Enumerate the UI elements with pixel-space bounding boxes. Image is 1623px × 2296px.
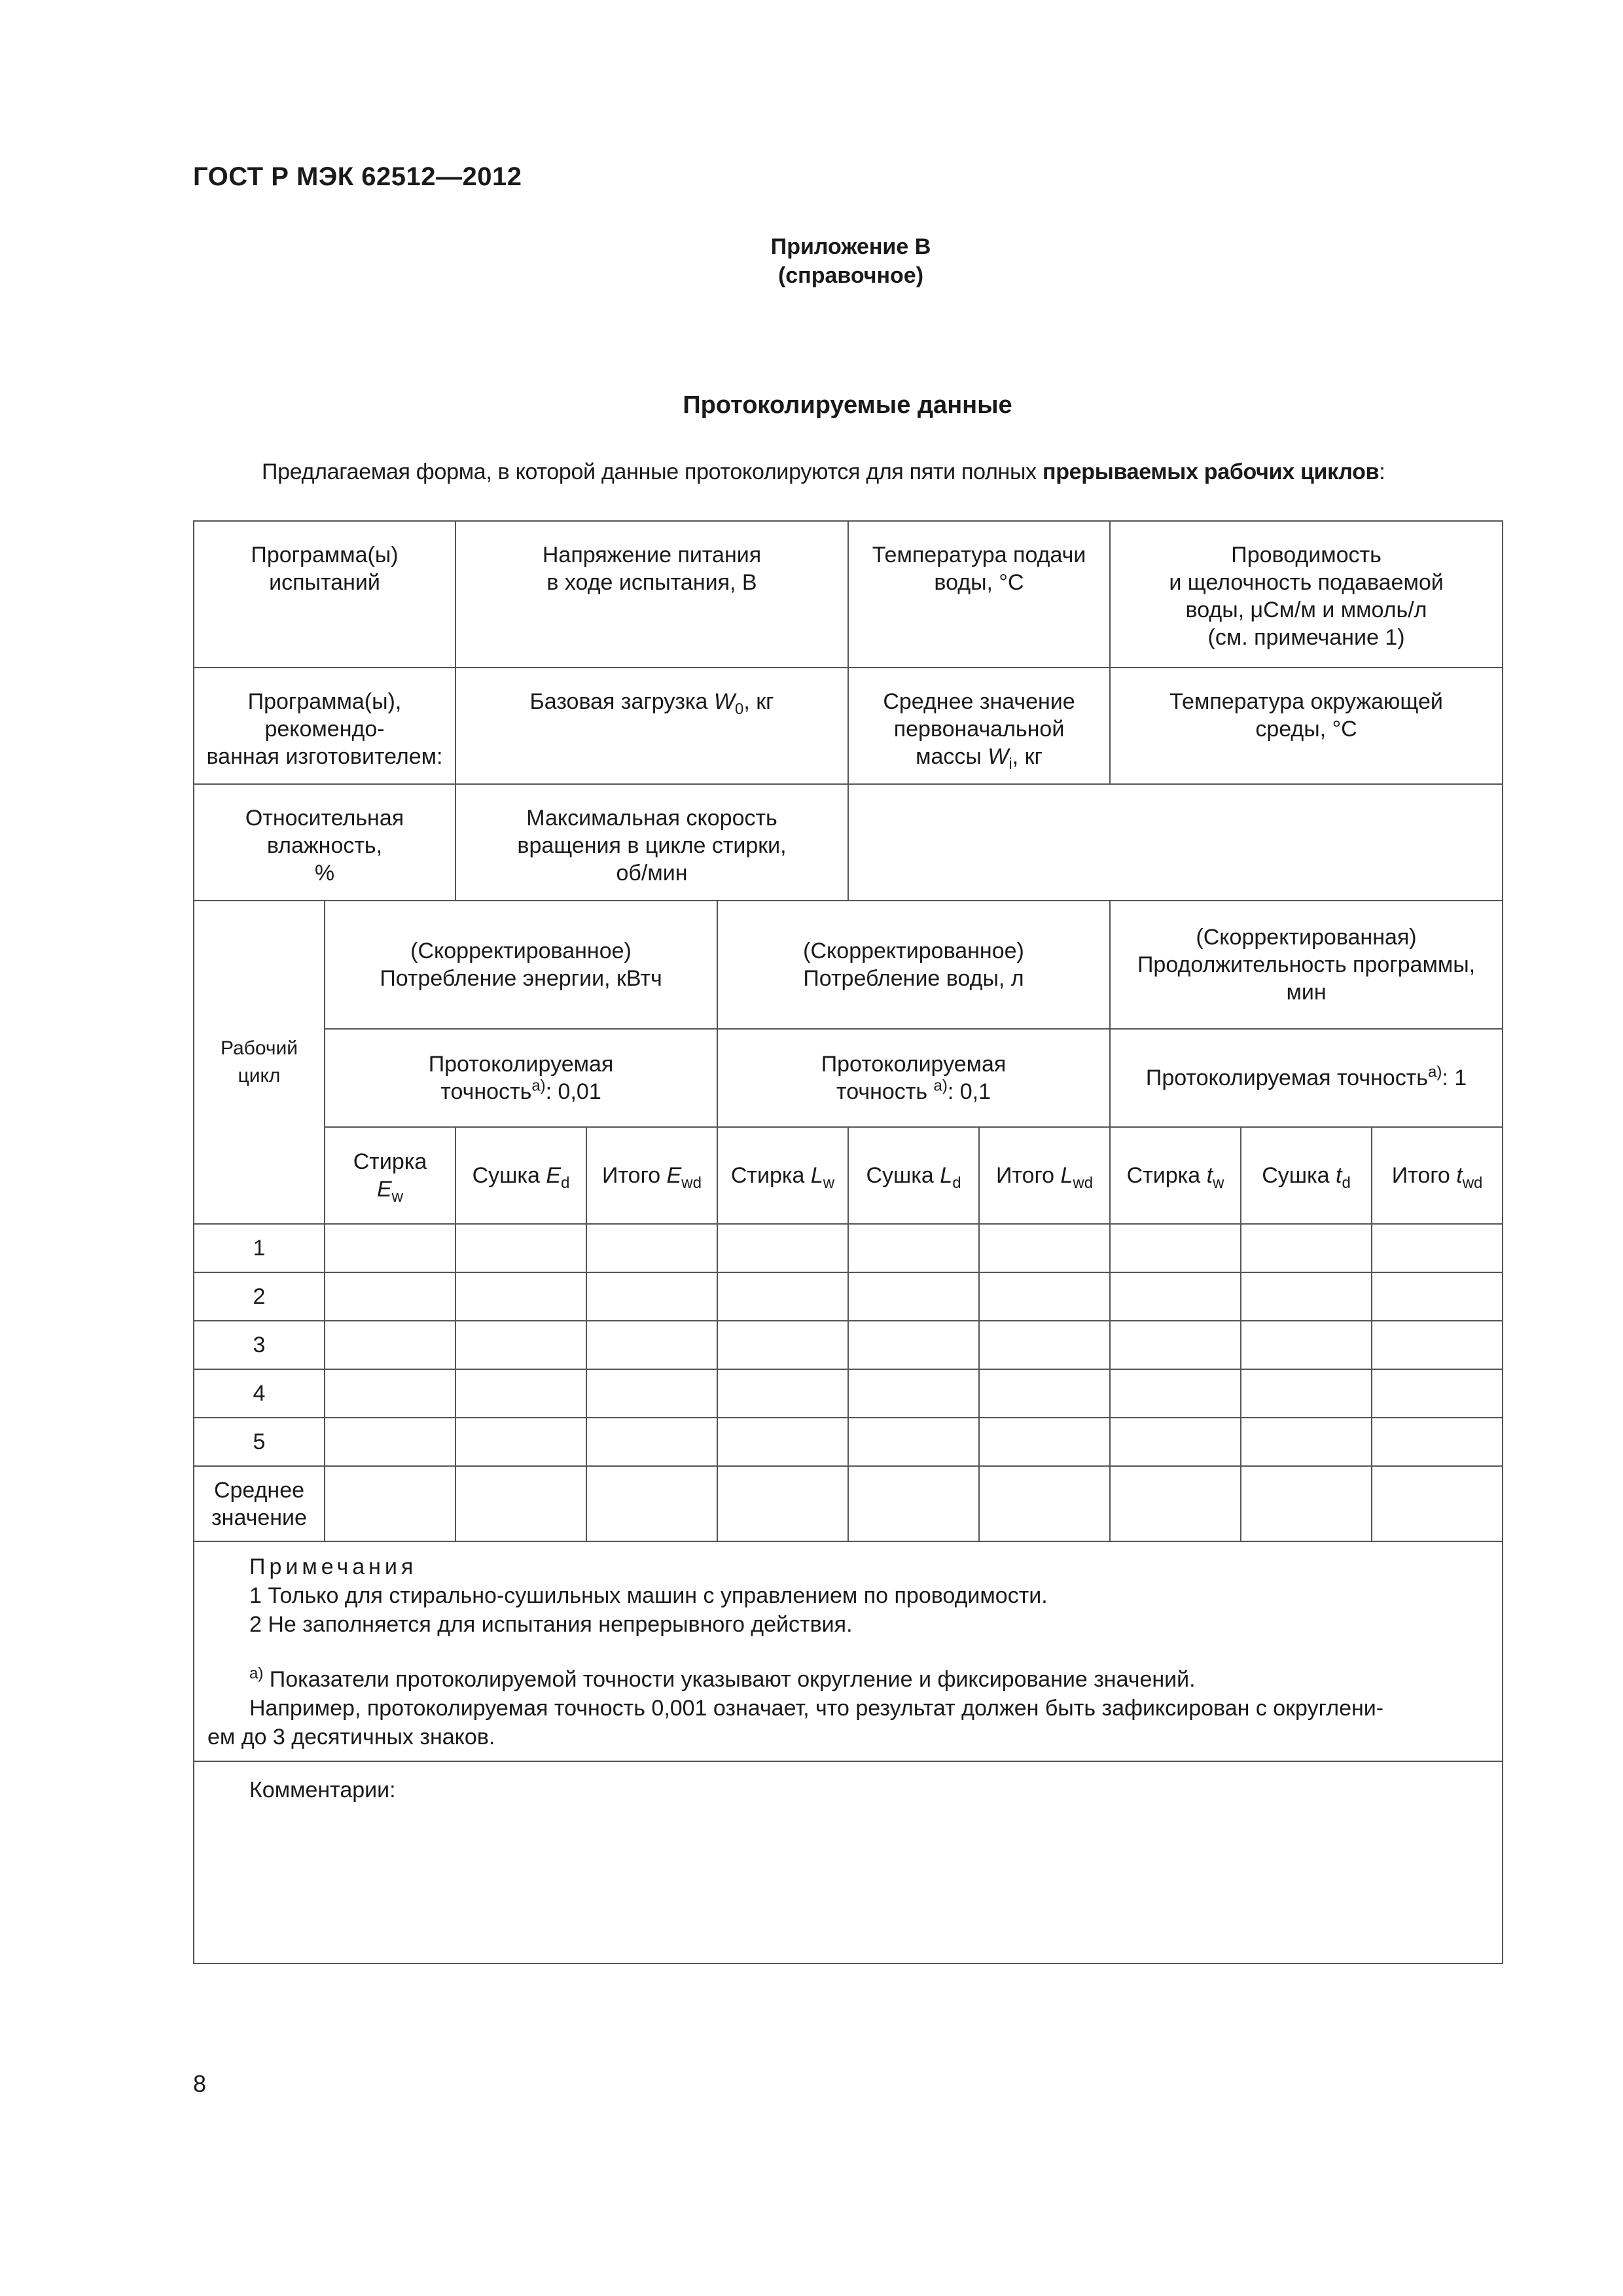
data-cell[interactable]: [325, 1272, 455, 1321]
sub-header-dry-energy: Сушка $E_d$: [455, 1127, 586, 1224]
data-cell[interactable]: [979, 1321, 1110, 1369]
data-cell[interactable]: [1372, 1272, 1503, 1321]
water-temp-cell[interactable]: [848, 521, 1110, 668]
data-cell[interactable]: [455, 1272, 586, 1321]
table-row: [194, 1224, 1503, 1272]
initial-mass-label-3: массы $W_i$, кг: [916, 744, 1043, 773]
data-cell[interactable]: [586, 1466, 717, 1541]
data-cell[interactable]: [1372, 1369, 1503, 1418]
mean-label-cell: Среднее значение: [194, 1466, 325, 1541]
info-row-2: [194, 668, 1503, 784]
data-cell[interactable]: [979, 1466, 1110, 1541]
water-temp-label-2: воды, °С: [934, 570, 1024, 595]
data-cell[interactable]: [848, 1418, 979, 1466]
data-cell[interactable]: [848, 1224, 979, 1272]
data-cell[interactable]: [455, 1418, 586, 1466]
data-cell[interactable]: [1241, 1321, 1372, 1369]
test-programs-cell[interactable]: [194, 521, 455, 668]
appendix-status: (справочное): [777, 263, 924, 288]
cycle-label-1: Рабочий: [220, 1037, 298, 1059]
data-cell[interactable]: [979, 1418, 1110, 1466]
duration-group-header: (Скорректированная) Продолжительность программы, мин: [1110, 901, 1503, 1029]
group-header-row: [194, 901, 1503, 1029]
data-cell[interactable]: [455, 1224, 586, 1272]
report-form-table: [193, 520, 1503, 1964]
conductivity-label-1: Проводимость: [1231, 543, 1382, 567]
data-cell[interactable]: [586, 1224, 717, 1272]
info-row-1: [194, 521, 1503, 668]
sub-header-total-water: Итого $L_{wd}$: [979, 1127, 1110, 1224]
humidity-label-2: %: [314, 861, 335, 886]
conductivity-label-4: (см. примечание 1): [1207, 625, 1405, 650]
supply-voltage-label-2: в ходе испытания, В: [546, 570, 757, 595]
info-row-3: [194, 784, 1503, 901]
data-cell[interactable]: [325, 1321, 455, 1369]
appendix-heading: [720, 232, 982, 290]
spin-speed-cell[interactable]: [455, 784, 848, 901]
data-cell[interactable]: [848, 1466, 979, 1541]
table-row: [194, 1321, 1503, 1369]
recommended-programs-label-1: Программа(ы), рекомендо-: [247, 689, 402, 742]
data-cell[interactable]: [325, 1224, 455, 1272]
spin-speed-label-1: Максимальная скорость: [526, 806, 777, 831]
data-cell[interactable]: [1372, 1466, 1503, 1541]
conductivity-label-2: и щелочность подаваемой: [1169, 570, 1444, 595]
comments-cell[interactable]: [194, 1761, 1503, 1964]
data-cell[interactable]: [1372, 1418, 1503, 1466]
notes-title: Примечания: [249, 1554, 418, 1579]
intro-text: [262, 459, 1385, 485]
data-cell[interactable]: [586, 1321, 717, 1369]
sub-header-dry-water: Сушка $L_d$: [848, 1127, 979, 1224]
table-row: [194, 1369, 1503, 1418]
spin-speed-label-3: об/мин: [616, 861, 688, 886]
data-cell[interactable]: [979, 1224, 1110, 1272]
humidity-label-1: Относительная влажность,: [245, 806, 404, 858]
data-cell[interactable]: [979, 1369, 1110, 1418]
supply-voltage-label-1: Напряжение питания: [542, 543, 762, 567]
data-cell[interactable]: [1110, 1418, 1241, 1466]
empty-info-cell[interactable]: [848, 784, 1503, 901]
data-cell[interactable]: [1110, 1369, 1241, 1418]
cycle-number: 3: [194, 1321, 325, 1369]
note-2: 2 Не заполняется для испытания непрерывного действия.: [249, 1612, 853, 1637]
test-programs-label: Программа(ы) испытаний: [251, 543, 399, 595]
cycle-label-2: цикл: [238, 1065, 281, 1086]
notes-cell: [194, 1541, 1503, 1761]
comments-row: [194, 1761, 1503, 1964]
sub-header-row: [194, 1127, 1503, 1224]
example-line-2: ем до 3 десятичных знаков.: [207, 1725, 495, 1749]
ambient-temp-cell[interactable]: [1110, 668, 1503, 784]
cycle-number: 2: [194, 1272, 325, 1321]
data-cell[interactable]: [1241, 1224, 1372, 1272]
water-precision-cell: Протоколируемая точность $^{а)}$: 0,1: [717, 1029, 1110, 1127]
data-cell[interactable]: [455, 1369, 586, 1418]
data-cell[interactable]: [455, 1466, 586, 1541]
energy-group-header: (Скорректированное) Потребление энергии, кВтч: [325, 901, 717, 1029]
initial-mass-label-2: первоначальной: [893, 717, 1065, 742]
data-cell[interactable]: [717, 1321, 848, 1369]
data-cell[interactable]: [1372, 1321, 1503, 1369]
example-line-1: Например, протоколируемая точность 0,001 означает, что результат должен быть зафиксирован с округлени-: [249, 1696, 1384, 1721]
data-cell[interactable]: [717, 1272, 848, 1321]
data-cell[interactable]: [848, 1272, 979, 1321]
data-cell[interactable]: [848, 1321, 979, 1369]
notes-row: [194, 1541, 1503, 1761]
conductivity-label-3: воды, μСм/м и ммоль/л: [1185, 598, 1427, 622]
intro-text-start: Предлагаемая форма, в которой данные протоколируются для пяти полных: [262, 459, 1043, 484]
sub-header-total-energy: Итого $E_{wd}$: [586, 1127, 717, 1224]
initial-mass-label-1: Среднее значение: [883, 689, 1075, 714]
recommended-programs-label-2: ванная изготовителем:: [206, 744, 443, 769]
appendix-title: Приложение В: [770, 234, 931, 259]
data-cell[interactable]: [325, 1466, 455, 1541]
data-cell[interactable]: [325, 1369, 455, 1418]
mean-row: [194, 1466, 1503, 1541]
initial-mass-cell[interactable]: [848, 668, 1110, 784]
section-title: Протоколируемые данные: [683, 391, 1012, 419]
cycle-number: 4: [194, 1369, 325, 1418]
cycle-number: 1: [194, 1224, 325, 1272]
data-cell[interactable]: [1110, 1224, 1241, 1272]
ambient-temp-label-1: Температура окружающей: [1169, 689, 1443, 714]
data-cell[interactable]: [1110, 1321, 1241, 1369]
data-cell[interactable]: [325, 1418, 455, 1466]
spin-speed-label-2: вращения в цикле стирки,: [517, 833, 787, 858]
data-cell[interactable]: [717, 1418, 848, 1466]
data-cell[interactable]: [979, 1272, 1110, 1321]
data-cell[interactable]: [586, 1272, 717, 1321]
page-number: 8: [193, 2070, 207, 2097]
data-cell[interactable]: [1110, 1272, 1241, 1321]
intro-text-end: :: [1379, 459, 1385, 484]
sub-header-dry-time: Сушка $t_d$: [1241, 1127, 1372, 1224]
comments-label: Комментарии:: [249, 1778, 396, 1803]
data-cell[interactable]: [717, 1466, 848, 1541]
base-load-cell[interactable]: [455, 668, 848, 784]
data-cell[interactable]: [1241, 1272, 1372, 1321]
data-cell[interactable]: [848, 1369, 979, 1418]
sub-header-wash-water: Стирка $L_w$: [717, 1127, 848, 1224]
data-cell[interactable]: [1241, 1369, 1372, 1418]
data-cell[interactable]: [1241, 1466, 1372, 1541]
table-row: [194, 1272, 1503, 1321]
supply-voltage-cell[interactable]: [455, 521, 848, 668]
base-load-label: Базовая загрузка $W_0$, кг: [529, 689, 774, 718]
water-temp-label-1: Температура подачи: [872, 543, 1086, 567]
data-cell[interactable]: [717, 1224, 848, 1272]
intro-text-bold: прерываемых рабочих циклов: [1042, 459, 1380, 484]
duration-precision-cell: Протоколируемая точность$^{а)}$: 1: [1110, 1029, 1503, 1127]
precision-row: [194, 1029, 1503, 1127]
data-cell[interactable]: [717, 1369, 848, 1418]
data-cell[interactable]: [1372, 1224, 1503, 1272]
conductivity-cell[interactable]: [1110, 521, 1503, 668]
sub-header-total-time: Итого $t_{wd}$: [1372, 1127, 1503, 1224]
humidity-cell[interactable]: [194, 784, 455, 901]
note-1: 1 Только для стирально-сушильных машин с управлением по проводимости.: [249, 1583, 1048, 1608]
cycle-header-cell: [194, 901, 325, 1224]
recommended-programs-cell[interactable]: [194, 668, 455, 784]
cycle-number: 5: [194, 1418, 325, 1466]
document-id: ГОСТ Р МЭК 62512—2012: [193, 162, 522, 191]
table-row: [194, 1418, 1503, 1466]
data-cell[interactable]: [1110, 1466, 1241, 1541]
sub-header-wash-time: Стирка $t_w$: [1110, 1127, 1241, 1224]
data-cell[interactable]: [455, 1321, 586, 1369]
data-cell[interactable]: [1241, 1418, 1372, 1466]
ambient-temp-label-2: среды, °С: [1255, 717, 1357, 742]
data-cell[interactable]: [586, 1369, 717, 1418]
data-cell[interactable]: [586, 1418, 717, 1466]
water-group-header: (Скорректированное) Потребление воды, л: [717, 901, 1110, 1029]
sub-header-wash-energy: Стирка $E_w$: [325, 1127, 455, 1224]
footnote-a: $^{а)}$ Показатели протоколируемой точности указывают округление и фиксирование значений.: [249, 1664, 1196, 1692]
energy-precision-cell: Протоколируемая точность$^{а)}$: 0,01: [325, 1029, 717, 1127]
